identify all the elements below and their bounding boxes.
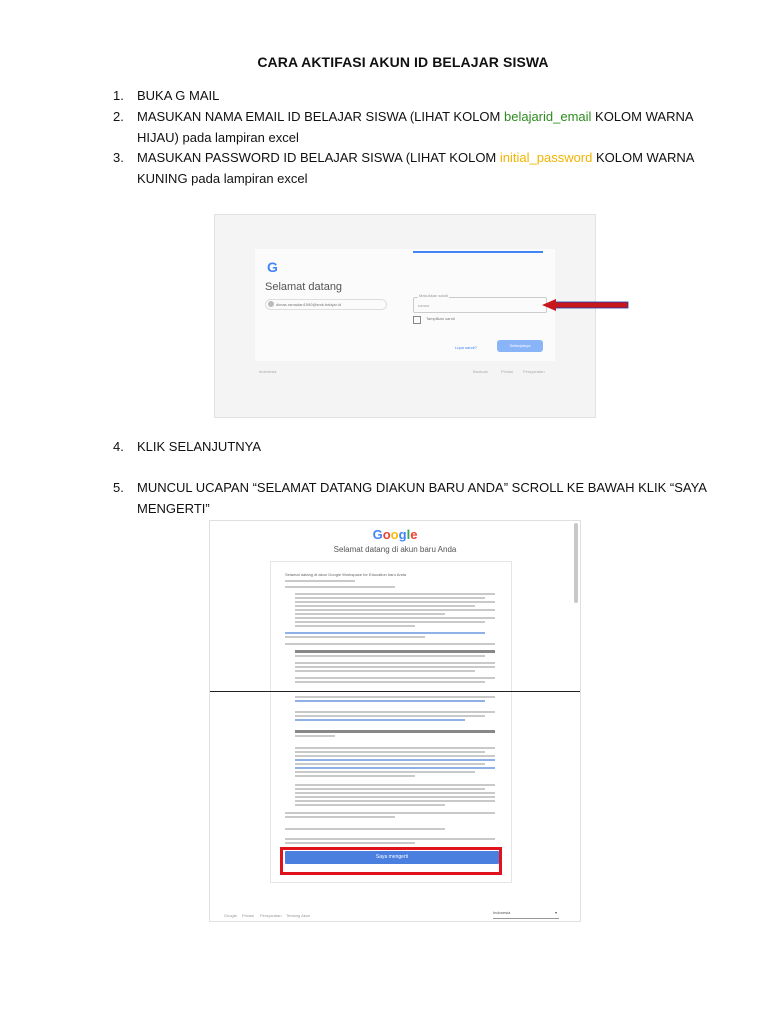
footer-link-google[interactable]: Google — [224, 913, 237, 918]
text-line — [295, 771, 475, 773]
link-line[interactable] — [295, 767, 495, 769]
text-line — [295, 755, 495, 757]
chevron-down-icon: ▾ — [554, 910, 557, 915]
step-text — [137, 106, 713, 148]
next-button[interactable]: Selanjutnya — [497, 340, 543, 352]
text-line — [285, 816, 395, 818]
password-input[interactable] — [413, 293, 547, 313]
text-line — [295, 593, 495, 595]
step-text — [137, 147, 713, 189]
footer-link-terms[interactable]: Persyaratan — [523, 369, 545, 374]
link-line[interactable] — [295, 719, 465, 721]
text-line — [295, 696, 495, 698]
text-line — [295, 613, 445, 615]
welcome-text-body — [270, 561, 512, 883]
footer-link-privacy[interactable]: Privasi — [501, 369, 514, 374]
text-line — [295, 601, 495, 603]
text-line — [295, 800, 495, 802]
text-line — [285, 586, 395, 588]
text-line — [295, 677, 495, 679]
text-line — [295, 617, 495, 619]
account-chip[interactable] — [265, 299, 387, 310]
progress-bar — [413, 251, 543, 253]
welcome-intro: Selamat datang di akun Google Workspace for Education baru Anda — [285, 572, 407, 577]
link-line[interactable] — [295, 700, 485, 702]
text-line — [285, 636, 425, 638]
text-line — [295, 662, 495, 664]
text-line — [295, 625, 415, 627]
text-line — [295, 788, 485, 790]
signin-heading: Selamat datang — [265, 281, 343, 293]
text-line — [285, 838, 495, 840]
text-line — [285, 643, 495, 645]
step-2 — [113, 106, 713, 148]
text-line — [285, 812, 495, 814]
text-line — [295, 730, 495, 733]
text-line — [295, 796, 495, 798]
language-selector[interactable]: Indonesia — [259, 369, 277, 374]
step-4 — [113, 436, 713, 457]
text-line — [295, 735, 335, 737]
step-1 — [113, 85, 713, 106]
text-line — [295, 747, 495, 749]
step-text-pre: MASUKAN NAMA EMAIL ID BELAJAR SISWA (LIHAT KOLOM — [137, 109, 504, 124]
text-line — [295, 784, 495, 786]
step-text-pre: MASUKAN PASSWORD ID BELAJAR SISWA (LIHAT KOLOM — [137, 150, 500, 165]
text-line — [295, 650, 495, 653]
highlight-box — [280, 847, 502, 875]
google-g-icon: G — [267, 259, 278, 275]
step-5 — [113, 477, 713, 519]
text-line — [295, 763, 485, 765]
text-line — [295, 621, 485, 623]
step-text: KLIK SELANJUTNYA — [137, 439, 262, 454]
text-line — [295, 597, 485, 599]
footer-link-help[interactable]: Bantuan — [473, 369, 488, 374]
divider — [210, 691, 580, 692]
step-text-post: KOLOM WARNA HIJAU) pada lampiran excel — [137, 109, 693, 145]
text-line — [285, 580, 355, 582]
step-text: BUKA G MAIL — [137, 88, 220, 103]
link-line[interactable] — [295, 759, 495, 761]
show-password-label: Tampilkan sandi — [426, 316, 455, 321]
text-line — [295, 655, 485, 657]
step-number: 1. — [113, 88, 124, 103]
text-line — [295, 609, 495, 611]
password-column-name: initial_password — [499, 150, 593, 165]
text-line — [295, 792, 495, 794]
forgot-password-link[interactable]: Lupa sandi? — [455, 345, 477, 350]
saya-mengerti-button[interactable]: Saya mengerti — [285, 851, 499, 864]
text-line — [295, 666, 495, 668]
step-text: MUNCUL UCAPAN “SELAMAT DATANG DIAKUN BARU ANDA” SCROLL KE BAWAH KLIK “SAYA MENGERTI” — [137, 480, 707, 516]
signin-screenshot — [214, 214, 596, 418]
footer-link-about[interactable]: Tentang Akun — [286, 913, 311, 918]
text-line — [295, 670, 475, 672]
email-column-name: belajarid_email — [503, 109, 592, 124]
red-arrow-icon — [542, 299, 630, 311]
password-label: Masukkan sandi — [419, 293, 448, 298]
page-title: CARA AKTIFASI AKUN ID BELAJAR SISWA — [257, 54, 549, 70]
language-value: Indonesia — [493, 910, 511, 915]
google-logo: Google — [372, 527, 418, 542]
text-line — [295, 681, 485, 683]
password-value: •••••••• — [418, 303, 430, 308]
account-email: dimas.ramadan1590@smk.belajar.id — [276, 302, 341, 307]
welcome-heading: Selamat datang di akun baru Anda — [333, 545, 457, 554]
text-line — [285, 842, 415, 844]
footer-link-privacy[interactable]: Privasi — [242, 913, 255, 918]
welcome-screenshot — [209, 520, 581, 922]
text-line — [295, 711, 495, 713]
avatar-icon — [268, 301, 274, 307]
language-dropdown[interactable] — [493, 910, 559, 919]
step-number: 4. — [113, 439, 124, 454]
step-3 — [113, 147, 713, 189]
step-number: 5. — [113, 480, 124, 495]
text-line — [295, 804, 445, 806]
text-line — [285, 828, 445, 830]
text-line — [295, 715, 485, 717]
step-number: 2. — [113, 109, 124, 124]
text-line — [295, 751, 485, 753]
step-number: 3. — [113, 150, 124, 165]
text-line — [295, 775, 415, 777]
footer-link-terms[interactable]: Persyaratan — [260, 913, 282, 918]
link-line[interactable] — [285, 632, 485, 634]
text-line — [295, 605, 475, 607]
show-password-checkbox[interactable] — [413, 316, 421, 324]
step-text-post: KOLOM WARNA KUNING pada lampiran excel — [137, 150, 694, 186]
